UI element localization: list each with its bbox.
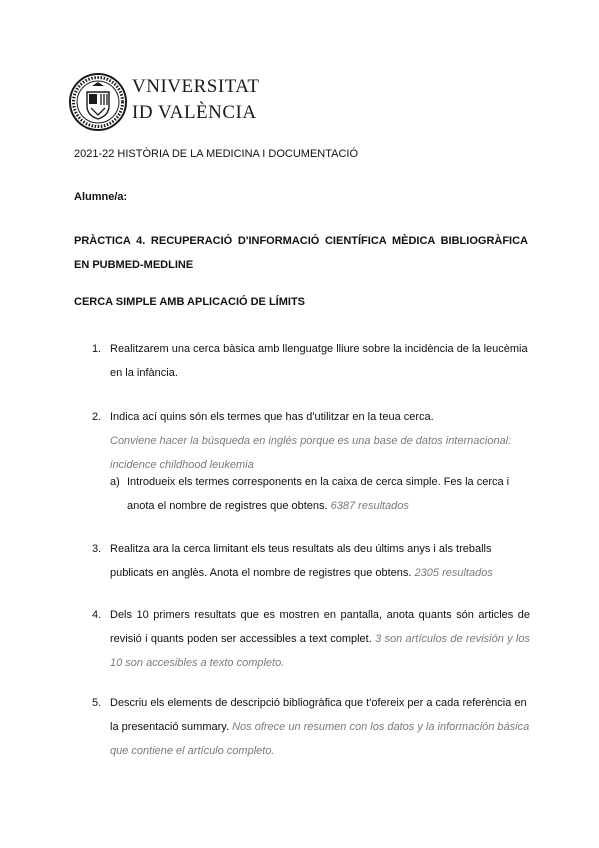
student-label: Alumne/a: xyxy=(74,191,128,203)
question-number: 3. xyxy=(92,543,102,555)
university-seal-icon xyxy=(68,72,128,132)
answer-text: 3 son artículos de revisión y los 10 son accesibles a texto completo. xyxy=(110,633,530,669)
question-number: 1. xyxy=(92,343,102,355)
question-text: Dels 10 primers resultats que es mostren en pantalla, anota quants són articles de revisió i quants poden ser accessibles a text complet. 3 son artículos de revisión y los 10 son accesibles a texto completo. xyxy=(110,609,530,669)
logo-text-line1: VNIVERSITAT xyxy=(132,76,260,97)
answer-text: 6387 resultados xyxy=(330,500,409,512)
course-title: 2021-22 HISTÒRIA DE LA MEDICINA I DOCUMENTACIÓ xyxy=(74,148,359,160)
sub-question-text: Introdueix els termes corresponents en la caixa de cerca simple. Fes la cerca i anota el nombre de registres que obtens. 6387 resultados xyxy=(127,476,510,512)
section-title: CERCA SIMPLE AMB APLICACIÓ DE LÍMITS xyxy=(74,296,305,308)
question-text: Descriu els elements de descripció bibliogràfica que t'ofereix per a cada referència en la presentació summary. Nos ofrece un resumen con los datos y la información básica que contiene el artículo completo. xyxy=(110,697,530,757)
question-text: Realitzarem una cerca bàsica amb llenguatge lliure sobre la incidència de la leucèmia en la infància. xyxy=(110,343,528,379)
answer-text: Conviene hacer la búsqueda en inglés porque es una base de datos internacional: incidence childhood leukemia xyxy=(110,435,512,471)
answer-text: Nos ofrece un resumen con los datos y la información básica que contiene el artículo completo. xyxy=(110,721,530,757)
logo-text-line2: ID VALÈNCIA xyxy=(132,102,257,123)
question-text: Realitza ara la cerca limitant els teus resultats als deu últims anys i als treballs publicats en anglès. Anota el nombre de registres que obtens. 2305 resultados xyxy=(110,543,493,579)
logo-wordmark xyxy=(132,76,260,124)
question-number: 4. xyxy=(92,609,102,621)
sub-question-letter: a) xyxy=(110,476,120,488)
question-text: Indica ací quins són els termes que has d'utilitzar en la teua cerca. Conviene hacer la búsqueda en inglés porque es una base de datos internacional: incidence childhood leukemia xyxy=(110,405,530,477)
question-number: 5. xyxy=(92,697,102,709)
answer-text: 2305 resultados xyxy=(414,567,493,579)
practice-title: PRÀCTICA 4. RECUPERACIÓ D'INFORMACIÓ CIENTÍFICA MÈDICA BIBLIOGRÀFICA EN PUBMED-MEDLINE xyxy=(74,235,528,271)
university-logo xyxy=(68,72,260,132)
question-number: 2. xyxy=(92,411,102,423)
